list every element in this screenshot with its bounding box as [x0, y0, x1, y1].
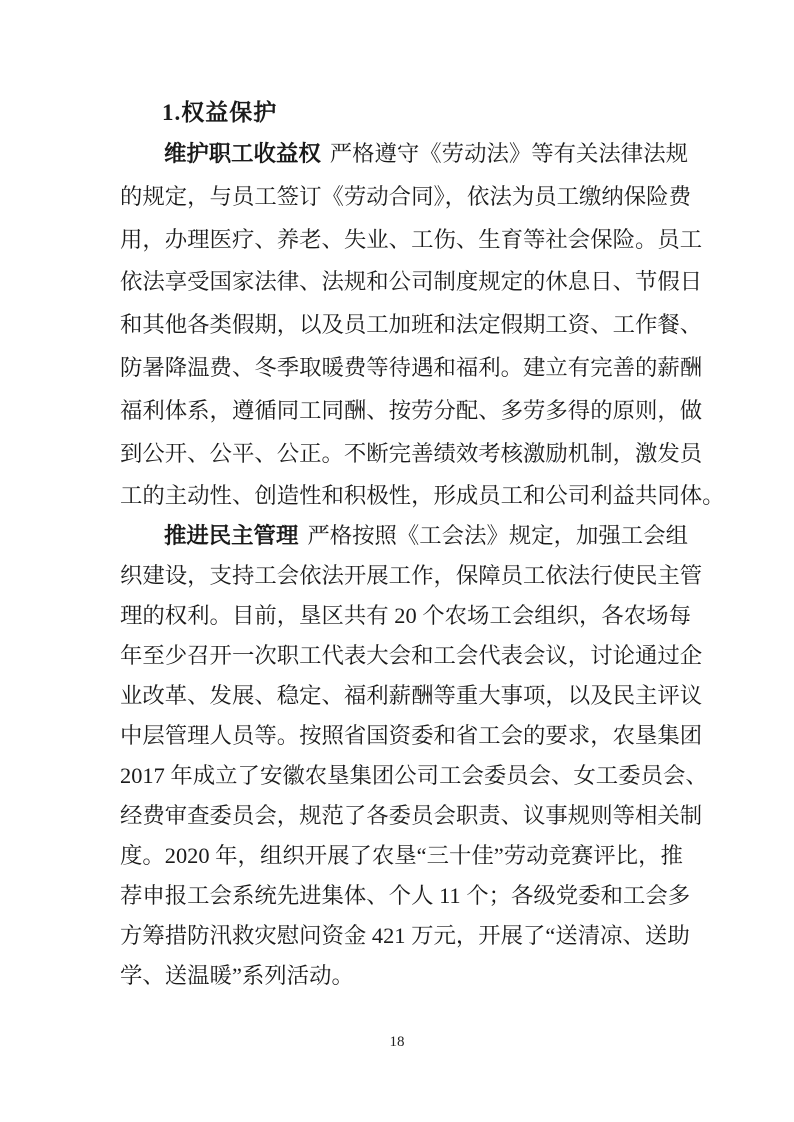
- text-line: [120, 516, 688, 556]
- paragraph: [120, 516, 708, 996]
- text-line: 学、送温暖”系列活动。: [120, 963, 354, 988]
- text-line: 业改革、发展、稳定、福利薪酬等重大事项，以及民主评议: [120, 683, 703, 708]
- text-line: 中层管理人员等。按照省国资委和省工会的要求，农垦集团: [120, 723, 703, 748]
- paragraph-lead: 推进民主管理: [164, 523, 299, 548]
- text-line: 到公开、公平、公正。不断完善绩效考核激励机制，激发员: [120, 440, 703, 466]
- text-line: 和其他各类假期，以及员工加班和法定假期工资、工作餐、: [120, 312, 703, 338]
- line-text: 严格遵守《劳动法》等有关法律法规: [329, 141, 688, 166]
- text-line: 工的主动性、创造性和积极性，形成员工和公司利益共同体。: [120, 483, 725, 509]
- text-line: 的规定，与员工签订《劳动合同》，依法为员工缴纳保险费: [120, 183, 691, 209]
- text-line: 年至少召开一次职工代表大会和工会代表会议，讨论通过企: [120, 643, 703, 668]
- paragraph-lead: 维护职工收益权: [164, 141, 321, 166]
- paragraph: [120, 133, 725, 518]
- text-line: 织建设，支持工会依法开展工作，保障员工依法行使民主管: [120, 563, 703, 588]
- text-line: 依法享受国家法律、法规和公司制度规定的休息日、节假日: [120, 269, 703, 295]
- page-number: 18: [389, 1034, 405, 1050]
- section-heading: 1.权益保护: [162, 100, 278, 125]
- text-line: 福利体系，遵循同工同酬、按劳分配、多劳多得的原则，做: [120, 397, 703, 423]
- text-line: 2017 年成立了安徽农垦集团公司工会委员会、女工委员会、: [120, 763, 708, 788]
- text-line: 度。2020 年，组织开展了农垦“三十佳”劳动竞赛评比，推: [120, 843, 683, 868]
- line-text: 严格按照《工会法》规定，加强工会组: [307, 523, 688, 548]
- text-line: 经费审查委员会，规范了各委员会职责、议事规则等相关制: [120, 803, 703, 828]
- text-line: 荐申报工会系统先进集体、个人 11 个；各级党委和工会多: [120, 883, 691, 908]
- text-line: [120, 133, 688, 176]
- text-line: 用，办理医疗、养老、失业、工伤、生育等社会保险。员工: [120, 226, 703, 252]
- document-body: [120, 0, 725, 1122]
- text-line: 方筹措防汛救灾慰问资金 421 万元，开展了“送清凉、送助: [120, 923, 690, 948]
- text-line: 防暑降温费、冬季取暖费等待遇和福利。建立有完善的薪酬: [120, 354, 703, 380]
- text-line: 理的权利。目前，垦区共有 20 个农场工会组织，各农场每: [120, 603, 691, 628]
